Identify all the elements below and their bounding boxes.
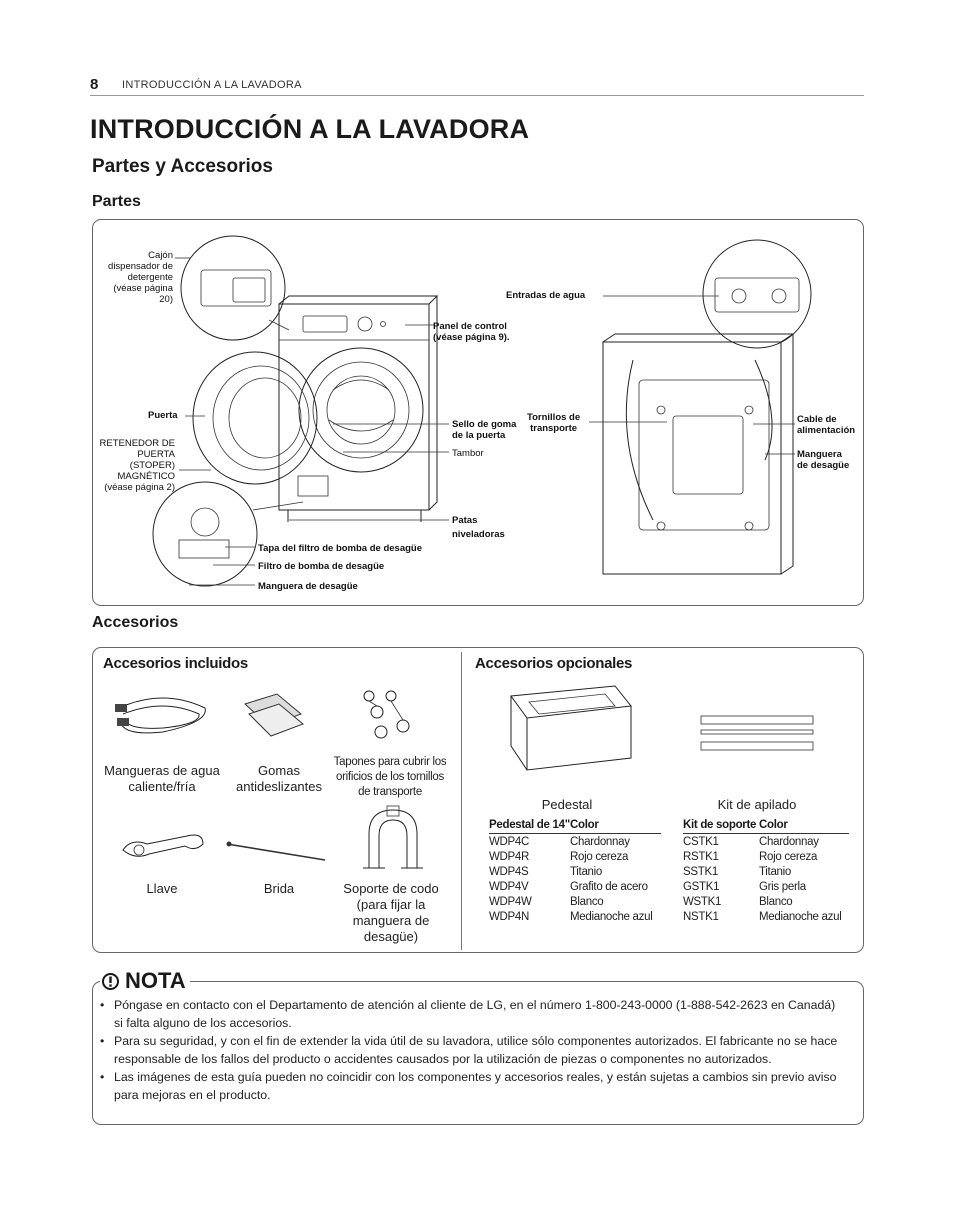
caption-hoses: Mangueras de agua caliente/fría <box>104 763 220 794</box>
parts-diagram <box>92 219 864 606</box>
caps-icon <box>355 688 415 744</box>
table-header-row <box>683 819 849 834</box>
table-row: RSTK1 Rojo cereza <box>683 851 818 863</box>
label-leveling-legs: Patas niveladoras <box>452 515 505 540</box>
elbow-icon <box>355 804 431 876</box>
hoses-icon <box>113 692 213 742</box>
note-title: NOTA <box>125 968 186 993</box>
caption-stacking-kit: Kit de apilado <box>717 797 797 812</box>
running-header: INTRODUCCIÓN A LA LAVADORA <box>122 79 302 91</box>
washer-illustration <box>93 220 865 607</box>
stacking-kit-icon <box>697 712 817 760</box>
accessories-divider <box>461 652 462 950</box>
label-door-retainer: RETENEDOR DE PUERTA (STOPER) MAGNÉTICO (véase página 2) <box>99 438 175 493</box>
label-drain-hose-front: Manguera de desagüe <box>258 581 358 592</box>
column-header: Color <box>759 819 849 834</box>
table-row: NSTK1 Medianoche azul <box>683 911 842 923</box>
table-row: GSTK1 Gris perla <box>683 881 806 893</box>
table-row: WDP4R Rojo cereza <box>489 851 629 863</box>
tie-icon <box>223 838 329 868</box>
optional-heading: Accesorios opcionales <box>475 655 633 672</box>
label-filter-cap: Tapa del filtro de bomba de desagüe <box>258 543 422 554</box>
warning-icon <box>102 973 119 990</box>
label-pump-filter: Filtro de bomba de desagüe <box>258 561 385 572</box>
list-item: • Póngase en contacto con el Departamento de atención al cliente de LG, en el número 1-800-243-0000 (1-888-542-2623 en Canadá) si falta alguno de los accesorios. <box>98 996 843 1032</box>
note-heading <box>100 968 190 994</box>
column-header: Color <box>570 819 661 834</box>
parts-heading: Partes <box>92 193 141 210</box>
caption-elbow: Soporte de codo (para fijar la manguera de desagüe) <box>343 881 439 944</box>
section-subtitle: Partes y Accesorios <box>92 156 273 177</box>
table-row: WDP4S Titanio <box>489 866 602 878</box>
label-drum: Tambor <box>452 448 484 459</box>
table-row: WDP4W Blanco <box>489 896 604 908</box>
note-list <box>98 996 843 1104</box>
accessories-panel <box>92 647 864 953</box>
label-gasket: Sello de goma de la puerta <box>452 419 517 441</box>
header-rule <box>90 95 864 96</box>
label-drain-hose-back: Manguera de desagüe <box>797 449 850 471</box>
table-row: WDP4C Chardonnay <box>489 836 630 848</box>
label-transport-bolts: Tornillos de transporte <box>527 412 581 434</box>
wrench-icon <box>117 828 207 864</box>
column-header: Kit de soporte <box>683 819 759 834</box>
caption-pedestal: Pedestal <box>541 797 593 812</box>
pedestal-table <box>489 819 661 924</box>
list-item: • Las imágenes de esta guía pueden no coincidir con los componentes y accesorios reales, y están sujetas a cambios sin previo aviso para mejoras en el producto. <box>98 1068 843 1104</box>
table-row: WSTK1 Blanco <box>683 896 793 908</box>
label-water-inlets: Entradas de agua <box>506 290 586 301</box>
table-header-row <box>489 819 661 834</box>
label-control-panel: Panel de control (véase página 9). <box>433 321 510 343</box>
caption-tie: Brida <box>263 881 295 896</box>
table-row: SSTK1 Titanio <box>683 866 791 878</box>
stacking-kit-table <box>683 819 849 924</box>
table-row: WDP4V Grafito de acero <box>489 881 648 893</box>
table-row: CSTK1 Chardonnay <box>683 836 819 848</box>
accessories-heading: Accesorios <box>92 614 179 631</box>
included-heading: Accesorios incluidos <box>103 655 248 672</box>
pedestal-icon <box>499 680 635 774</box>
caption-pads: Gomas antideslizantes <box>236 763 322 794</box>
label-door: Puerta <box>148 410 178 421</box>
caption-caps: Tapones para cubrir los orificios de los tornillos de transporte <box>333 756 447 798</box>
label-power-cord: Cable de alimentación <box>797 414 856 436</box>
pads-icon <box>239 690 309 742</box>
label-detergent-drawer: Cajón dispensador de detergente (véase página 20) <box>108 250 173 305</box>
list-item: • Para su seguridad, y con el fin de extender la vida útil de su lavadora, utilice sólo componentes autorizados. El fabricante no se hace responsable de los fallos del producto o accidentes causados por la utilización de piezas o componentes no autorizados. <box>98 1032 843 1068</box>
caption-wrench: Llave <box>146 881 178 896</box>
table-row: WDP4N Medianoche azul <box>489 911 653 923</box>
column-header: Pedestal de 14" <box>489 819 570 834</box>
page-number: 8 <box>90 76 99 93</box>
page-title: INTRODUCCIÓN A LA LAVADORA <box>90 114 530 144</box>
